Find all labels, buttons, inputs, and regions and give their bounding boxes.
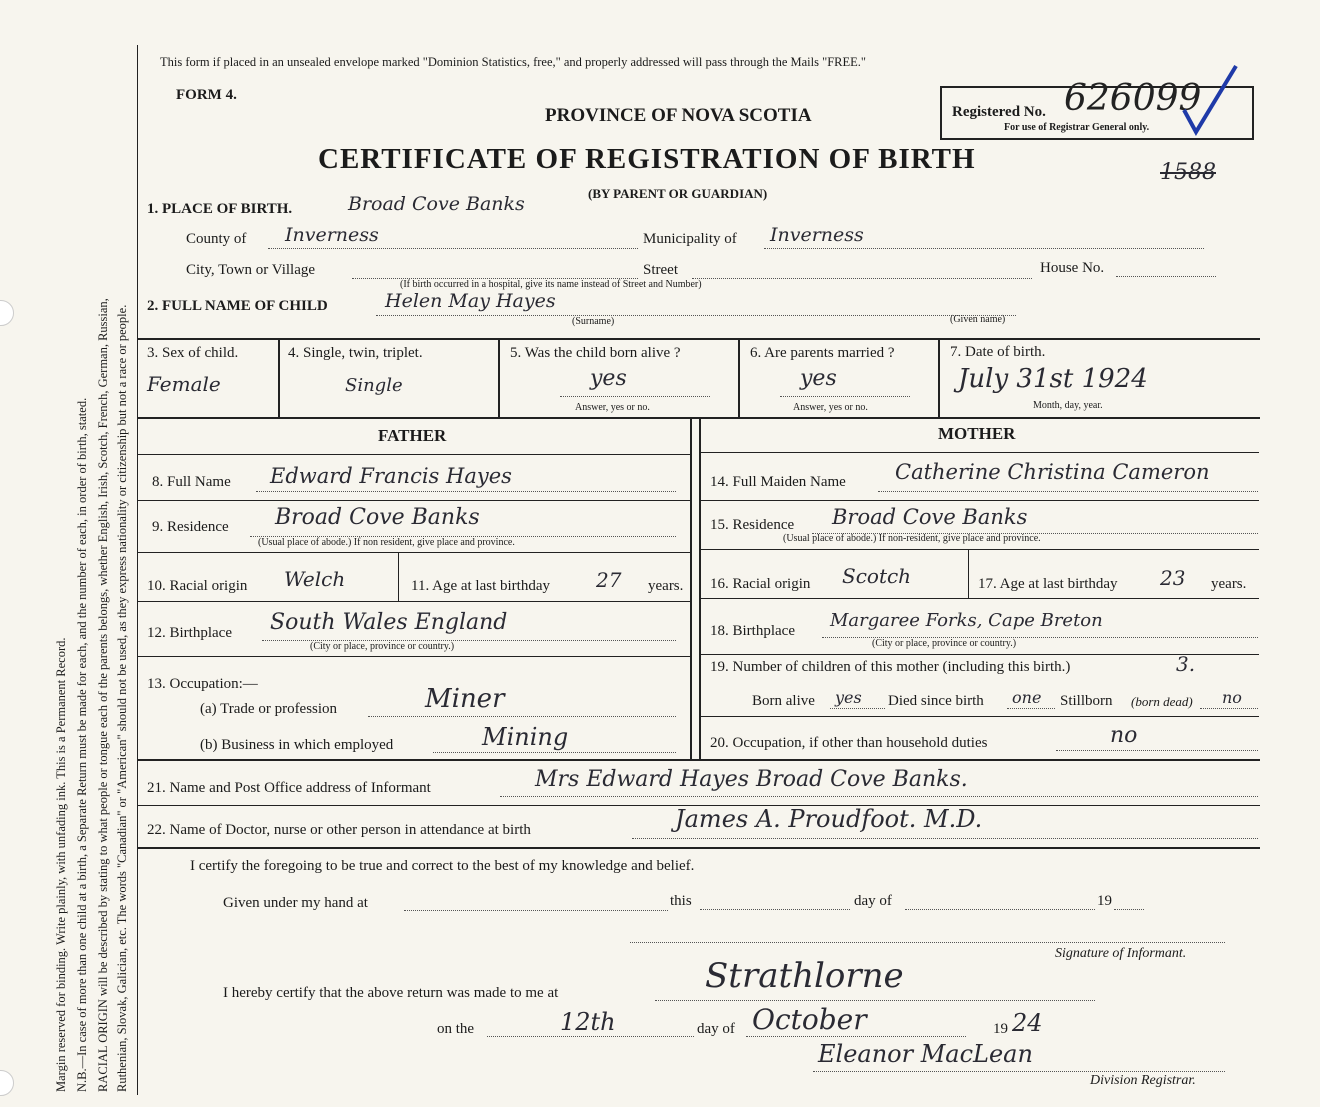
this-line bbox=[700, 909, 850, 910]
sex-value: Female bbox=[147, 372, 221, 396]
year-value-2: 24 bbox=[1012, 1009, 1043, 1037]
county-label: County of bbox=[186, 231, 247, 247]
born-alive-line bbox=[560, 396, 710, 397]
mother-name-label: 14. Full Maiden Name bbox=[710, 474, 846, 490]
house-label: House No. bbox=[1040, 260, 1105, 276]
year-line bbox=[1114, 909, 1144, 910]
registered-label: Registered No. bbox=[952, 104, 1046, 120]
father-rule-4 bbox=[138, 601, 690, 602]
trade-value: Miner bbox=[425, 684, 505, 714]
year-label-2: 19 bbox=[993, 1021, 1008, 1037]
street-line bbox=[692, 278, 1032, 279]
father-name-label: 8. Full Name bbox=[152, 474, 231, 490]
doctor-value: James A. Proudfoot. M.D. bbox=[675, 805, 983, 833]
child-name-line bbox=[376, 315, 1016, 316]
child-name-label: 2. FULL NAME OF CHILD bbox=[147, 298, 328, 314]
county-line bbox=[268, 248, 638, 249]
trade-line bbox=[368, 716, 676, 717]
registrar-statement: I hereby certify that the above return was made to me at bbox=[223, 985, 559, 1001]
hospital-note: (If birth occurred in a hospital, give its name instead of Street and Number) bbox=[400, 279, 702, 290]
municipality-value: Inverness bbox=[770, 224, 864, 246]
registrar-note: For use of Registrar General only. bbox=[1004, 122, 1150, 133]
day-line bbox=[487, 1036, 694, 1037]
children-count-label: 19. Number of children of this mother (including this birth.) bbox=[710, 659, 1071, 675]
mother-age-value: 23 bbox=[1160, 566, 1186, 590]
margin-line-3: RACIAL ORIGIN will be described by stating to what people or tongue each of the parents belongs, whether English, Irish, Scotch, French, German, Russian, bbox=[96, 298, 110, 1092]
registered-number: 626099 bbox=[1064, 78, 1202, 119]
father-birthplace-note: (City or place, province or country.) bbox=[310, 641, 455, 652]
occupation-label: 13. Occupation:— bbox=[147, 676, 258, 692]
answer-note-2: Answer, yes or no. bbox=[793, 402, 868, 413]
document-title: CERTIFICATE OF REGISTRATION OF BIRTH bbox=[318, 143, 976, 175]
father-birthplace-value: South Wales England bbox=[270, 610, 508, 635]
date-of-birth-label: 7. Date of birth. bbox=[950, 344, 1046, 360]
mother-residence-value: Broad Cove Banks bbox=[832, 505, 1028, 529]
died-label: Died since birth bbox=[888, 693, 984, 709]
children-count-value: 3. bbox=[1176, 652, 1196, 676]
father-years-label: years. bbox=[648, 578, 684, 594]
mother-birthplace-note: (City or place, province or country.) bbox=[872, 638, 1017, 649]
father-residence-note: (Usual place of abode.) If non resident, give place and province. bbox=[258, 537, 515, 548]
father-rule-1 bbox=[138, 454, 690, 455]
died-value: one bbox=[1012, 688, 1042, 707]
city-label: City, Town or Village bbox=[186, 262, 316, 278]
father-name-value: Edward Francis Hayes bbox=[270, 464, 512, 488]
binding-line bbox=[137, 45, 138, 1095]
mother-rule-2 bbox=[701, 500, 1259, 501]
on-the-label: on the bbox=[437, 1021, 475, 1037]
date-of-birth-value: July 31st 1924 bbox=[958, 364, 1148, 394]
sex-label: 3. Sex of child. bbox=[147, 345, 239, 361]
day-of-label: day of bbox=[854, 893, 892, 909]
municipality-line bbox=[764, 248, 1204, 249]
father-race-divider bbox=[398, 553, 399, 601]
registrar-place-line bbox=[655, 1000, 1095, 1001]
mother-birthplace-value: Margaree Forks, Cape Breton bbox=[830, 610, 1103, 631]
father-rule-2 bbox=[138, 500, 690, 501]
this-label: this bbox=[670, 893, 692, 909]
row3-top-rule bbox=[138, 338, 1260, 340]
born-alive-count-label: Born alive bbox=[752, 693, 815, 709]
father-race-value: Welch bbox=[284, 567, 346, 591]
corner-mark: 1588 bbox=[1160, 160, 1216, 185]
answer-note-1: Answer, yes or no. bbox=[575, 402, 650, 413]
informant-top-rule bbox=[138, 759, 1260, 761]
mother-race-value: Scotch bbox=[842, 564, 912, 588]
surname-note: (Surname) bbox=[572, 316, 615, 327]
mother-years-label: years. bbox=[1211, 576, 1247, 592]
father-age-label: 11. Age at last birthday bbox=[411, 578, 550, 594]
signature-of-informant-label: Signature of Informant. bbox=[1055, 946, 1187, 961]
row3-divider-4 bbox=[938, 340, 940, 418]
married-line bbox=[780, 396, 910, 397]
parents-married-label: 6. Are parents married ? bbox=[750, 345, 895, 361]
given-under-label: Given under my hand at bbox=[223, 895, 368, 911]
mother-residence-note: (Usual place of abode.) If non-resident, give place and province. bbox=[783, 533, 1041, 544]
row3-divider-1 bbox=[278, 340, 280, 418]
mother-occupation-line bbox=[1056, 750, 1258, 751]
mother-rule-4 bbox=[701, 598, 1259, 599]
stillborn-value: no bbox=[1222, 688, 1242, 707]
mother-name-value: Catherine Christina Cameron bbox=[895, 460, 1210, 484]
mother-residence-label: 15. Residence bbox=[710, 517, 795, 533]
informant-line bbox=[500, 796, 1258, 797]
stillborn-line bbox=[1200, 708, 1258, 709]
mother-race-divider bbox=[968, 550, 969, 598]
child-name-value: Helen May Hayes bbox=[385, 290, 556, 312]
division-registrar-label: Division Registrar. bbox=[1090, 1073, 1196, 1088]
day-of-line bbox=[905, 909, 1095, 910]
date-note: Month, day, year. bbox=[1033, 400, 1103, 411]
parents-married-value: yes bbox=[800, 366, 837, 391]
row3-divider-3 bbox=[738, 340, 740, 418]
mother-heading: MOTHER bbox=[938, 424, 1016, 443]
form-number: FORM 4. bbox=[176, 87, 237, 103]
informant-label: 21. Name and Post Office address of Informant bbox=[147, 780, 431, 796]
margin-instructions bbox=[0, 0, 135, 1107]
father-race-label: 10. Racial origin bbox=[147, 578, 248, 594]
plurality-label: 4. Single, twin, triplet. bbox=[288, 345, 423, 361]
certify-statement: I certify the foregoing to be true and correct to the best of my knowledge and belief. bbox=[190, 858, 695, 874]
by-parent-note: (BY PARENT OR GUARDIAN) bbox=[588, 186, 768, 201]
father-age-value: 27 bbox=[596, 568, 622, 592]
mail-note: This form if placed in an unsealed envelope marked "Dominion Statistics, free," and properly addressed will pass through the Mails "FREE." bbox=[160, 55, 867, 69]
mother-birthplace-label: 18. Birthplace bbox=[710, 623, 795, 639]
month-line bbox=[746, 1036, 966, 1037]
stillborn-note: (born dead) bbox=[1131, 694, 1193, 709]
mother-occupation-value: no bbox=[1110, 723, 1138, 748]
registrar-place-value: Strathlorne bbox=[705, 956, 904, 996]
center-divider-right bbox=[699, 419, 701, 759]
doctor-line bbox=[632, 838, 1258, 839]
informant-value: Mrs Edward Hayes Broad Cove Banks. bbox=[535, 767, 968, 792]
mother-rule-6 bbox=[701, 716, 1259, 717]
father-heading: FATHER bbox=[378, 426, 447, 445]
place-of-birth-label: 1. PLACE OF BIRTH. bbox=[147, 201, 293, 217]
check-mark-icon bbox=[1180, 60, 1240, 140]
died-line bbox=[1007, 708, 1055, 709]
mother-occupation-label: 20. Occupation, if other than household duties bbox=[710, 735, 988, 751]
county-value: Inverness bbox=[285, 224, 379, 246]
business-value: Mining bbox=[482, 723, 569, 751]
doctor-label: 22. Name of Doctor, nurse or other person in attendance at birth bbox=[147, 822, 531, 838]
born-alive-value: yes bbox=[590, 366, 627, 391]
given-place-line bbox=[404, 910, 668, 911]
father-rule-5 bbox=[138, 656, 690, 657]
mother-rule-1 bbox=[701, 452, 1259, 453]
doctor-bottom-rule bbox=[138, 847, 1260, 849]
row3-divider-2 bbox=[498, 340, 500, 418]
margin-line-2: N.B.—In case of more than one child at a birth, a Separate Return must be made for each, and the number of each, in order of birth, stated. bbox=[75, 397, 89, 1092]
province-title: PROVINCE OF NOVA SCOTIA bbox=[545, 105, 812, 126]
month-value: October bbox=[752, 1003, 867, 1036]
year-label: 19 bbox=[1097, 893, 1112, 909]
mother-rule-3 bbox=[701, 549, 1259, 550]
mother-age-label: 17. Age at last birthday bbox=[978, 576, 1118, 592]
stillborn-label: Stillborn bbox=[1060, 693, 1113, 709]
center-divider-left bbox=[690, 419, 692, 759]
father-name-line bbox=[256, 491, 676, 492]
born-alive-count-line bbox=[830, 708, 885, 709]
place-of-birth-value: Broad Cove Banks bbox=[348, 193, 525, 215]
registrar-signature: Eleanor MacLean bbox=[818, 1040, 1033, 1068]
street-label: Street bbox=[643, 262, 678, 278]
father-birthplace-label: 12. Birthplace bbox=[147, 625, 232, 641]
margin-line-4: Ruthenian, Slovak, Galician, etc. The words "Canadian" or "American" should not be used, as they express nationality or citizenship but not a race or people. bbox=[115, 304, 129, 1092]
day-value: 12th bbox=[560, 1008, 616, 1036]
father-residence-label: 9. Residence bbox=[152, 519, 229, 535]
given-name-note: (Given name) bbox=[950, 314, 1006, 325]
business-line bbox=[433, 752, 676, 753]
municipality-label: Municipality of bbox=[643, 231, 737, 247]
plurality-value: Single bbox=[345, 375, 403, 396]
registrar-signature-line bbox=[813, 1071, 1225, 1072]
father-rule-3 bbox=[138, 552, 690, 553]
informant-signature-line bbox=[630, 942, 1225, 943]
trade-label: (a) Trade or profession bbox=[200, 701, 338, 717]
business-label: (b) Business in which employed bbox=[200, 737, 394, 753]
margin-line-1: Margin reserved for binding. Write plainly, with unfading ink. This is a Permanent Record. bbox=[54, 637, 68, 1092]
born-alive-label: 5. Was the child born alive ? bbox=[510, 345, 681, 361]
day-of-label-2: day of bbox=[697, 1021, 735, 1037]
father-residence-value: Broad Cove Banks bbox=[275, 505, 480, 530]
mother-name-line bbox=[878, 491, 1258, 492]
house-line bbox=[1116, 276, 1216, 277]
born-alive-count-value: yes bbox=[835, 688, 862, 707]
mother-race-label: 16. Racial origin bbox=[710, 576, 811, 592]
